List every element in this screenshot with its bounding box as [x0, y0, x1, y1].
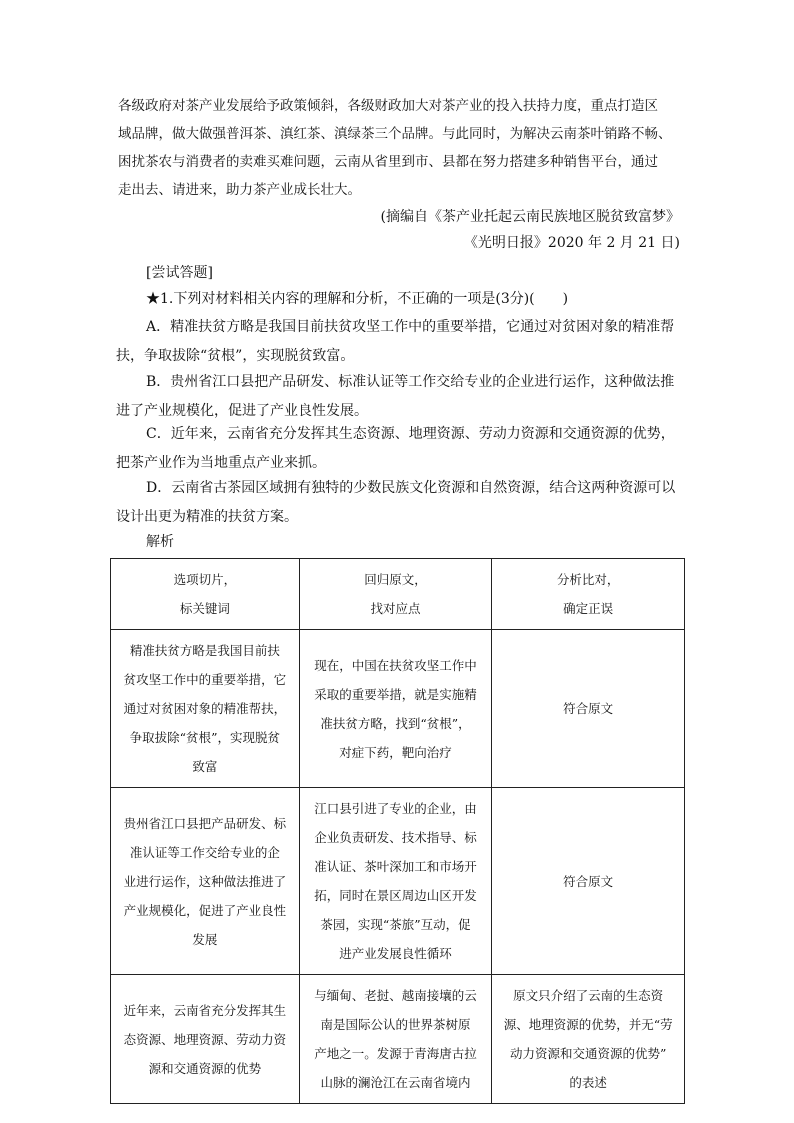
cell-line: 贵州省江口县把产品研发、标: [123, 815, 287, 831]
cell-line: 业进行运作，这种做法推进了: [123, 873, 287, 889]
table-cell: [111, 975, 300, 1104]
intro-line: 域品牌，做大做强普洱茶、滇红茶、滇绿茶三个品牌。与此同时，为解决云南茶叶销路不畅、: [118, 126, 672, 142]
option-c-line1: C．近年来，云南省充分发挥其生态资源、地理资源、劳动力资源和交通资源的优势，: [146, 426, 675, 442]
cell-line: 近年来，云南省充分发挥其生: [123, 1002, 287, 1018]
cell-line: 争取拔除“贫根”，实现脱贫: [129, 730, 280, 745]
cell-line: 原文只介绍了云南的生态资: [513, 988, 664, 1003]
analysis-table: [110, 558, 685, 1104]
option-d: [116, 474, 688, 532]
header-text: 选项切片，: [173, 572, 237, 587]
cell-line: 采取的重要举措，就是实施精: [314, 686, 477, 702]
source-citation-line2: 《光明日报》2020 年 2 月 21 日): [463, 235, 680, 251]
table-cell: [492, 788, 685, 975]
option-b: [116, 368, 688, 426]
cell-line: 致富: [192, 759, 218, 774]
cell-line: 态资源、地理资源、劳动力资: [123, 1031, 287, 1047]
question-stem: ★1.下列对材料相关内容的理解和分析，不正确的一项是(3分)( ): [146, 291, 569, 307]
header-text: 回归原文，: [364, 572, 427, 587]
header-cell: [299, 559, 492, 630]
section-tag: [尝试答题]: [146, 265, 213, 281]
option-d-line1: D．云南省古茶园区域拥有独特的少数民族文化资源和自然资源，结合这两种资源可以: [146, 480, 676, 496]
cell-line: 茶园，实现“茶旅”互动，促: [320, 917, 471, 932]
header-text: 标关键词: [179, 601, 230, 616]
option-a-line1: A．精准扶贫方略是我国目前扶贫攻坚工作中的重要举措，它通过对贫困对象的精准帮: [146, 319, 675, 335]
option-a-line2: 扶，争取拔除“贫根”，实现脱贫致富。: [116, 348, 355, 364]
analysis-label: 解析: [146, 534, 174, 550]
cell-line: 产业规模化，促进了产业良性: [123, 902, 287, 918]
cell-line: 进产业发展良性循环: [339, 946, 452, 961]
intro-paragraph: [118, 92, 690, 204]
cell-line: 南是国际公认的世界茶树原: [320, 1017, 471, 1032]
cell-line: 对症下药，靶向治疗: [339, 744, 452, 760]
option-a: [116, 313, 688, 371]
option-b-line2: 进了产业规模化，促进了产业良性发展。: [116, 403, 368, 419]
table-cell: [111, 630, 300, 788]
cell-line: 符合原文: [563, 873, 614, 889]
cell-line: 企业负责研发、技术指导、标: [314, 830, 477, 845]
cell-line: 贫攻坚工作中的重要举措，它: [123, 672, 287, 687]
cell-line: 源、地理资源的优势，并无“劳: [503, 1017, 673, 1032]
source-citation-line1: (摘编自《茶产业托起云南民族地区脱贫致富梦》: [380, 209, 680, 225]
cell-line: 与缅甸、老挝、越南接壤的云: [314, 988, 477, 1003]
option-d-line2: 设计出更为精准的扶贫方案。: [116, 509, 298, 525]
cell-line: 发展: [192, 931, 218, 947]
cell-line: 产地之一。发源于青海唐古拉: [314, 1046, 477, 1061]
intro-line: 困扰茶农与消费者的卖难买难问题，云南从省里到市、县都在努力搭建多种销售平台，通过: [118, 154, 658, 170]
option-c: [116, 420, 688, 478]
header-cell: [492, 559, 685, 630]
cell-line: 准扶贫方略，找到“贫根”，: [320, 715, 471, 731]
header-text: 找对应点: [370, 601, 421, 616]
table-row: [111, 630, 685, 788]
table-cell: [299, 630, 492, 788]
table-cell: [492, 630, 685, 788]
cell-line: 江口县引进了专业的企业，由: [314, 801, 477, 816]
cell-line: 拓，同时在景区周边山区开发: [314, 888, 477, 903]
cell-line: 山脉的澜沧江在云南省境内: [320, 1075, 471, 1090]
intro-line: 各级政府对茶产业发展给予政策倾斜，各级财政加大对茶产业的投入扶持力度，重点打造区: [118, 98, 658, 114]
cell-line: 准认证等工作交给专业的企: [129, 844, 280, 860]
header-text: 分析比对，: [556, 572, 620, 587]
option-b-line1: B．贵州省江口县把产品研发、标准认证等工作交给专业的企业进行运作，这种做法推: [146, 374, 675, 390]
cell-line: 的表述: [569, 1075, 607, 1090]
table-cell: [299, 975, 492, 1104]
cell-line: 现在，中国在扶贫攻坚工作中: [314, 657, 477, 673]
intro-line: 走出去、请进来，助力茶产业成长壮大。: [118, 182, 361, 198]
header-text: 确定正误: [563, 601, 614, 616]
table-cell: [299, 788, 492, 975]
table-row: [111, 788, 685, 975]
option-c-line2: 把茶产业作为当地重点产业来抓。: [116, 455, 326, 471]
cell-line: 准认证、茶叶深加工和市场开: [314, 859, 477, 874]
cell-line: 符合原文: [563, 701, 614, 716]
cell-line: 源和交通资源的优势: [148, 1060, 262, 1076]
table-header-row: [111, 559, 685, 630]
table-cell: [111, 788, 300, 975]
header-cell: [111, 559, 300, 630]
cell-line: 精准扶贫方略是我国目前扶: [129, 643, 280, 658]
table-cell: [492, 975, 685, 1104]
table-row: [111, 975, 685, 1104]
cell-line: 通过对贫困对象的精准帮扶，: [123, 701, 287, 716]
cell-line: 动力资源和交通资源的优势”: [509, 1046, 667, 1061]
